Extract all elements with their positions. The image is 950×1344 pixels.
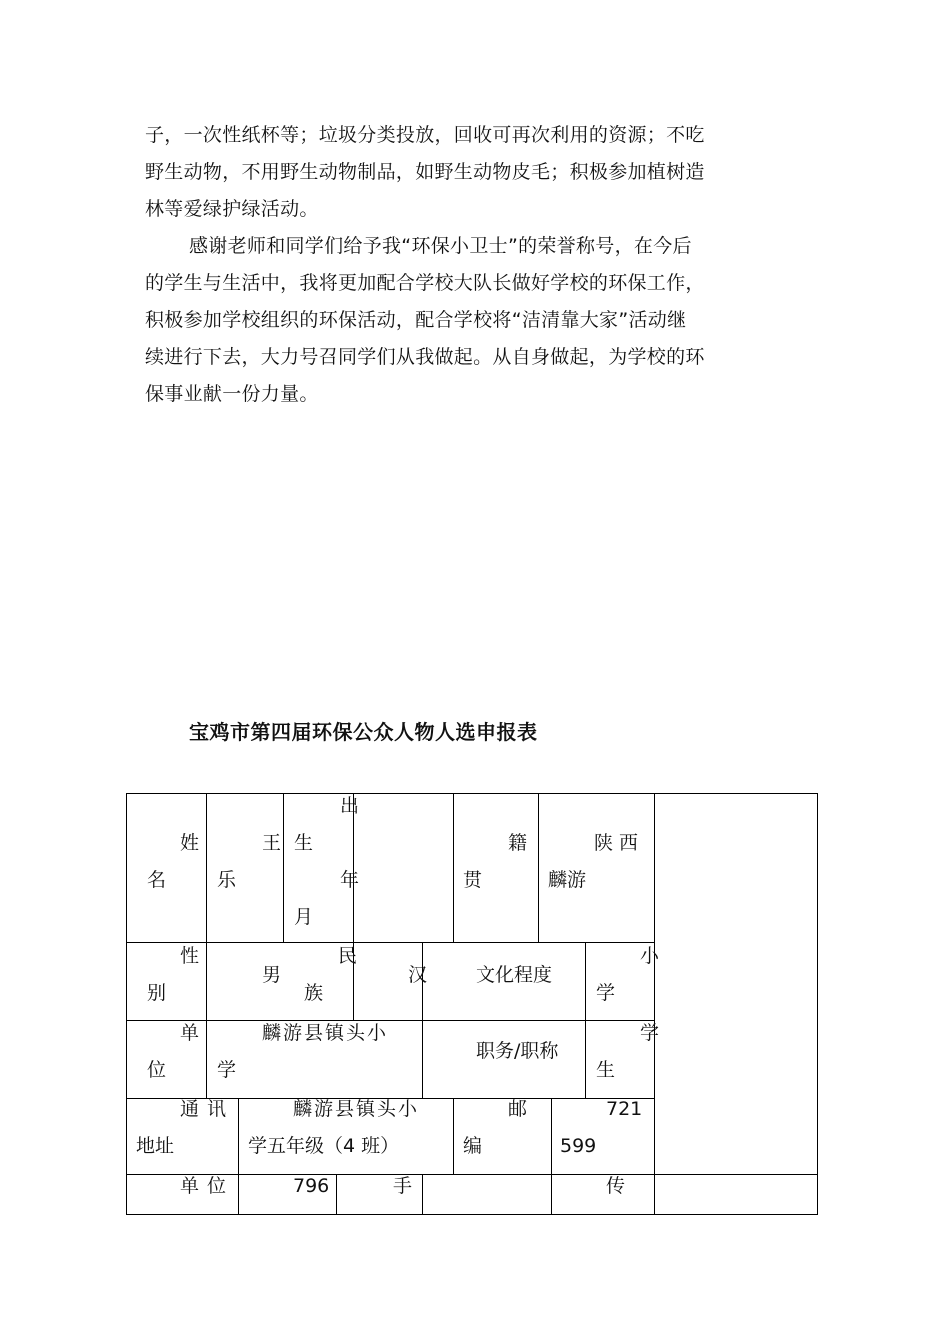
- paragraph-2-line-5: 保事业献一份力量。: [145, 383, 319, 405]
- col-separator: [238, 1098, 239, 1215]
- name-value: 王: [262, 832, 282, 854]
- table-border-left: [126, 793, 127, 1215]
- paragraph-2-line-3: 积极参加学校组织的环保活动，配合学校将“洁清靠大家”活动继: [145, 309, 687, 331]
- col-separator: [353, 793, 354, 1020]
- paragraph-2-line-1: 感谢老师和同学们给予我“环保小卫士”的荣誉称号，在今后: [189, 235, 692, 257]
- education-value: 小: [640, 945, 660, 967]
- col-separator: [654, 793, 655, 1215]
- col-separator: [422, 1174, 423, 1215]
- address-label: 地址: [136, 1135, 175, 1157]
- paragraph-2-line-4: 续进行下去，大力号召同学们从我做起。从自身做起，为学校的环: [145, 346, 705, 368]
- position-value: 学: [640, 1022, 660, 1044]
- col-separator: [206, 1020, 207, 1099]
- paragraph-1-line-1: 子，一次性纸杯等；垃圾分类投放，回收可再次利用的资源；不吃: [145, 124, 705, 146]
- gender-label: 性: [180, 945, 200, 967]
- unit-label: 单: [180, 1022, 200, 1044]
- postcode-value: 721: [606, 1098, 643, 1120]
- position-value: 生: [596, 1059, 616, 1081]
- ethnic-label: 民: [338, 945, 358, 967]
- gender-value: 男: [262, 964, 282, 986]
- col-separator: [585, 942, 586, 1099]
- name-value: 乐: [217, 869, 237, 891]
- col-separator: [453, 793, 454, 943]
- form-title: 宝鸡市第四届环保公众人物人选申报表: [189, 720, 538, 744]
- col-separator: [538, 793, 539, 943]
- address-value: 学五年级（4 班）: [248, 1135, 400, 1157]
- birth-label: 出: [340, 795, 360, 817]
- gender-label: 别: [147, 982, 167, 1004]
- address-value: 麟游县镇头小: [293, 1098, 420, 1120]
- postcode-label: 邮: [508, 1098, 528, 1120]
- col-separator: [206, 793, 207, 1020]
- col-separator: [453, 1098, 454, 1175]
- name-label: 名: [147, 869, 167, 891]
- origin-value: 麟游: [548, 869, 587, 891]
- table-border-right: [817, 793, 818, 1215]
- ethnic-value: 汉: [408, 964, 428, 986]
- name-label: 姓: [180, 832, 200, 854]
- unit-value: 学: [217, 1059, 237, 1081]
- unit-label: 位: [147, 1059, 167, 1081]
- origin-label: 贯: [463, 869, 483, 891]
- position-label: 职务/职称: [476, 1040, 559, 1062]
- table-border-top: [126, 793, 818, 794]
- education-label: 文化程度: [476, 964, 553, 986]
- col-separator: [283, 793, 284, 943]
- address-label: 通 讯: [180, 1098, 228, 1120]
- paragraph-1-line-2: 野生动物，不用野生动物制品，如野生动物皮毛；积极参加植树造: [145, 161, 705, 183]
- postcode-value: 599: [560, 1135, 597, 1157]
- paragraph-2-line-2: 的学生与生活中，我将更加配合学校大队长做好学校的环保工作，: [145, 272, 705, 294]
- paragraph-1-line-3: 林等爱绿护绿活动。: [145, 198, 319, 220]
- unit-value: 麟游县镇头小: [262, 1022, 389, 1044]
- birth-label: 年: [340, 869, 360, 891]
- origin-value: 陕 西: [594, 832, 639, 854]
- ethnic-label: 族: [304, 982, 324, 1004]
- postcode-label: 编: [463, 1135, 483, 1157]
- birth-label: 生: [294, 832, 314, 854]
- phone-value: 796: [293, 1175, 330, 1197]
- education-value: 学: [596, 982, 616, 1004]
- col-separator: [551, 1098, 552, 1215]
- origin-label: 籍: [508, 832, 528, 854]
- row-separator: [126, 1174, 818, 1175]
- col-separator: [336, 1174, 337, 1215]
- birth-label: 月: [294, 906, 314, 928]
- fax-label: 传: [606, 1175, 626, 1197]
- table-border-bottom: [126, 1214, 818, 1215]
- phone-label: 单 位: [180, 1175, 228, 1197]
- mobile-label: 手: [393, 1175, 413, 1197]
